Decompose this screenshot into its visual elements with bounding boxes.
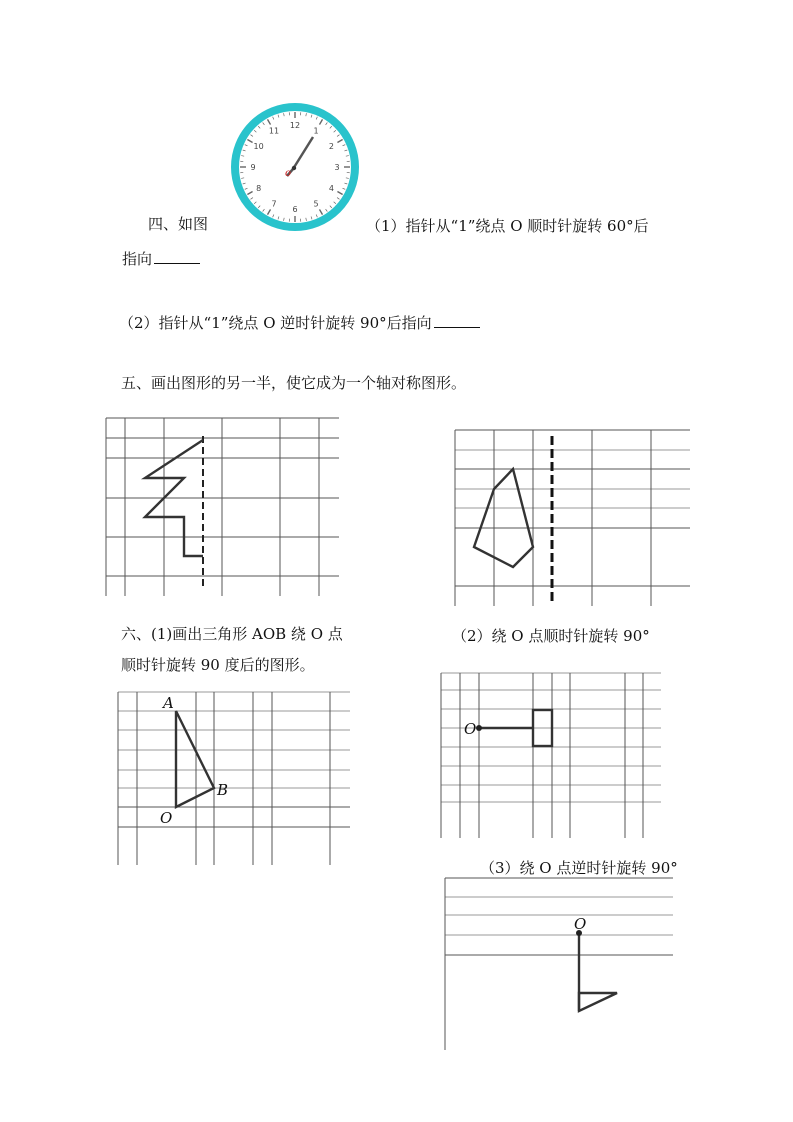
clock-number: 2 (328, 142, 334, 151)
clock-number: 3 (334, 163, 340, 172)
pivot-point-o-2 (476, 725, 482, 731)
clock-figure (235, 107, 355, 227)
q6-grid-3 (445, 878, 673, 1050)
clock-number: 9 (250, 163, 256, 172)
clock-number: 7 (271, 199, 277, 209)
clock-number: 12 (289, 121, 301, 130)
q6-grid-2 (441, 673, 661, 838)
label-o-3: O (574, 915, 587, 933)
q4-part1-cont-text: 指向 (122, 250, 153, 268)
clock-number: 5 (313, 199, 319, 209)
q5-left-grid (106, 418, 339, 596)
clock-number: 10 (253, 142, 264, 151)
q4-part1: （1）指针从“1”绕点 O 顺时针旋转 60°后 (366, 217, 649, 235)
flag-triangle (579, 993, 617, 1011)
q6-part1-line2: 顺时针旋转 90 度后的图形。 (121, 656, 315, 674)
q6-grid-1 (118, 692, 350, 865)
q6-part2: （2）绕 O 点顺时针旋转 90° (452, 627, 650, 645)
clock-number: 4 (328, 184, 334, 193)
q5-title: 五、画出图形的另一半，使它成为一个轴对称图形。 (121, 374, 467, 392)
clock-center-label: o (285, 168, 292, 179)
clock-number: 11 (268, 126, 280, 136)
q5-right-grid (455, 430, 690, 606)
clock-center-dot (292, 166, 296, 170)
q6-part3: （3）绕 O 点逆时针旋转 90° (480, 859, 678, 877)
half-figure-right (474, 469, 533, 567)
label-o-2: O (464, 720, 477, 738)
label-b: B (217, 781, 229, 799)
clock-number: 1 (313, 126, 319, 136)
label-o-1: O (160, 809, 173, 827)
q4-part2-text: （2）指针从“1”绕点 O 逆时针旋转 90°后指向 (119, 314, 432, 332)
q4-prefix: 四、如图 (148, 215, 209, 233)
q6-part1-line1: 六、(1)画出三角形 AOB 绕 O 点 (121, 625, 343, 643)
label-a: A (163, 694, 174, 712)
clock-number: 8 (256, 184, 262, 193)
triangle-aob (176, 711, 214, 807)
clock-number: 6 (292, 205, 298, 214)
